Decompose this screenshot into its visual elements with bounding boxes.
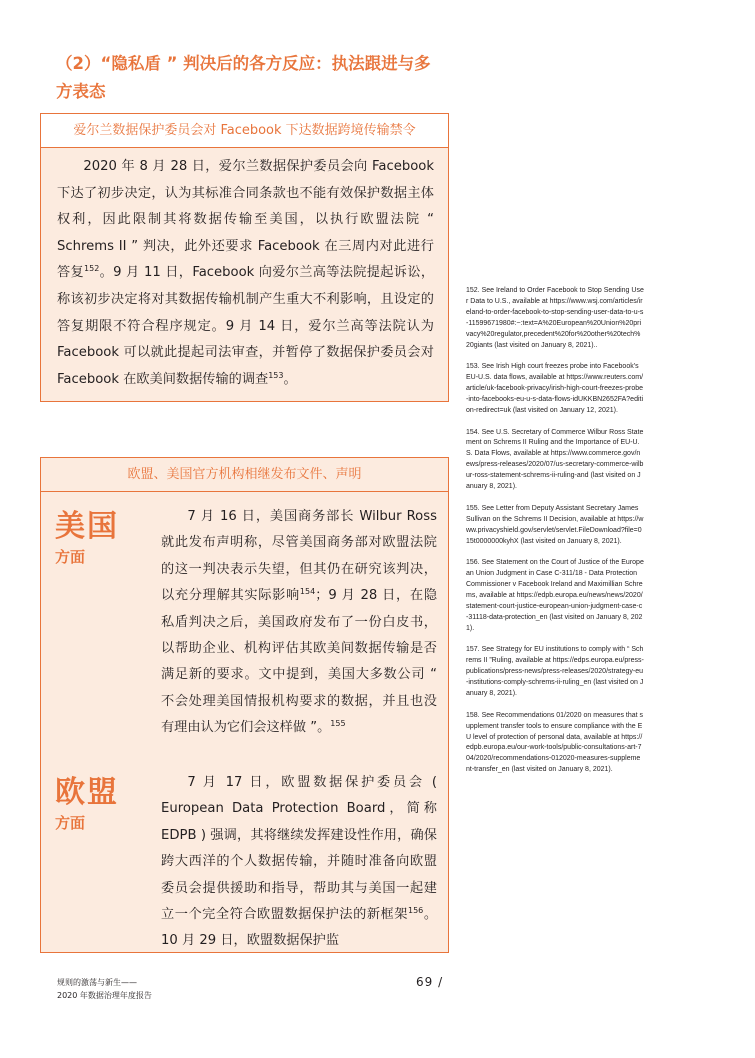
footnote-154: 154. See U.S. Secretary of Commerce Wilbur Ross Statement on Schrems II Ruling and the Importance of EU-U.S. Data Flows, available at https://www.commerce.gov/news/press-releases/2020/07/us-secretary-commerce-wilbur-ross-statement-schrems-ii-ruling-and (last visited on January 8, 2021). (466, 428, 644, 491)
footer-line-2: 2020 年数据治理年度报告 (57, 991, 152, 1000)
eu-label-big: 欧盟 (55, 775, 119, 810)
us-region-label (55, 510, 119, 567)
us-paragraph (161, 504, 437, 742)
footnote-153: 153. See Irish High court freezes probe into Facebook’s EU-U.S. data flows, available at https://www.reuters.com/article/uk-facebook-privacy/irish-high-court-freezes-probe-into-facebooks-eu-u-s-data-flows-idUKKBN2652FA?edition-redirect=uk (last visited on January 12, 2021). (466, 363, 644, 414)
eu-region-label (55, 776, 119, 833)
ireland-box-heading: 爱尔兰数据保护委员会对 Facebook 下达数据跨境传输禁令 (41, 114, 448, 148)
section-title: （2）“隐私盾 ” 判决后的各方反应：执法跟进与多方表态 (56, 54, 431, 101)
page-number: 69 / (416, 975, 444, 989)
footnote-155: 155. See Letter from Deputy Assistant Secretary James Sullivan on the Schrems II Decision, available at https://www.privacyshield.gov/servlet/servlet.FileDownload?file=015t0000000kyhX (last visited on January 8, 2021). (466, 504, 644, 545)
ireland-text-c: 。 (283, 371, 297, 387)
ireland-box (40, 113, 449, 402)
footer-line-1: 规则的激荡与新生—— (57, 978, 137, 987)
eu-text-b: 。10 月 29 日，欧盟数据保护监 (161, 907, 438, 949)
eu-paragraph (161, 770, 437, 955)
footnote-ref-156[interactable]: 156 (408, 906, 424, 916)
footer-report-title (57, 976, 152, 1002)
footnote-158: 158. See Recommendations 01/2020 on measures that supplement transfer tools to ensure compliance with the EU level of protection of personal data, available at https://edpb.europa.eu/our-work-tools/public-consultations-art-704/2020/recommendations-012020-measures-supplement-transfer_en (last visited on January 8, 2021). (466, 711, 644, 774)
us-text-a: 7 月 16 日，美国商务部长 Wilbur Ross 就此发布声明称，尽管美国商务部对欧盟法院的这一判决表示失望，但其仍在研究该判决，以充分理解其实际影响 (161, 509, 437, 604)
eu-us-box (40, 457, 449, 953)
footnotes-column (466, 286, 644, 787)
eu-label-small: 方面 (55, 814, 86, 832)
ireland-box-body (41, 148, 448, 393)
eu-us-box-heading: 欧盟、美国官方机构相继发布文件、声明 (41, 458, 448, 492)
footnote-ref-152[interactable]: 152 (84, 264, 100, 274)
eu-text-a: 7 月 17 日，欧盟数据保护委员会 ( European Data Protection Board，简称 EDPB ) 强调，其将继续发挥建设性作用，确保跨大西洋的个人数据传输，并随时准备向欧盟委员会提供援助和指导，帮助其与美国一起建立一个完全符合欧盟数据保护法的新框架 (161, 775, 437, 923)
footnote-152: 152. See Ireland to Order Facebook to Stop Sending User Data to U.S., available at https://www.wsj.com/articles/ireland-to-order-facebook-to-stop-sending-user-data-to-u-s-11599671980#:~:text=A%20European%20Union%20privacy%20regulator,precedent%20for%20other%20tech%20giants (last visited on January 8, 2021).. (466, 287, 644, 349)
us-label-big: 美国 (55, 509, 119, 544)
footnote-157: 157. See Strategy for EU institutions to comply with “ Schrems II ”Ruling, available at https://edps.europa.eu/press-publications/press-news/press-releases/2020/strategy-eu-institutions-comply-schrems-ii-ruling_en (last visited on January 8, 2021). (466, 646, 644, 697)
us-label-small: 方面 (55, 548, 86, 566)
footnote-ref-154[interactable]: 154 (299, 587, 316, 597)
us-text-b: ；9 月 28 日，在隐私盾判决之后，美国政府发布了一份白皮书，以帮助企业、机构评估其欧美间数据传输是否满足新的要求。文中提到，美国大多数公司 “ 不会处理美国情报机构要求的数据，并且也没有理由认为它们会这样做 ”。 (161, 588, 438, 736)
ireland-text-b: 。9 月 11 日，Facebook 向爱尔兰高等法院提起诉讼，称该初步决定将对其数据传输机制产生重大不利影响，且设定的答复期限不符合程序规定。9 月 14 日，爱尔兰高等法院认为 Facebook 可以就此提起司法审查，并暂停了数据保护委员会对 Facebook 在欧美间数据传输的调查 (57, 265, 435, 387)
footnote-156: 156. See Statement on the Court of Justice of the European Union Judgment in Case C-311/18 - Data Protection Commissioner v Facebook Ireland and Maximillian Schrems, available at https://edpb.europa.eu/news/news/2020/statement-court-justice-european-union-judgment-case-c-31118-data-protection_en (last visited on January 8, 2021). (466, 559, 644, 632)
footnote-ref-153[interactable]: 153 (268, 370, 284, 380)
footnote-ref-155[interactable]: 155 (330, 719, 346, 729)
ireland-text-a: 2020 年 8 月 28 日，爱尔兰数据保护委员会向 Facebook 下达了初步决定，认为其标准合同条款也不能有效保护数据主体权利，因此限制其将数据传输至美国，以执行欧盟法院 “ Schrems II ” 判决，此外还要求 Facebook 在三周内对此进行答复 (57, 159, 434, 281)
